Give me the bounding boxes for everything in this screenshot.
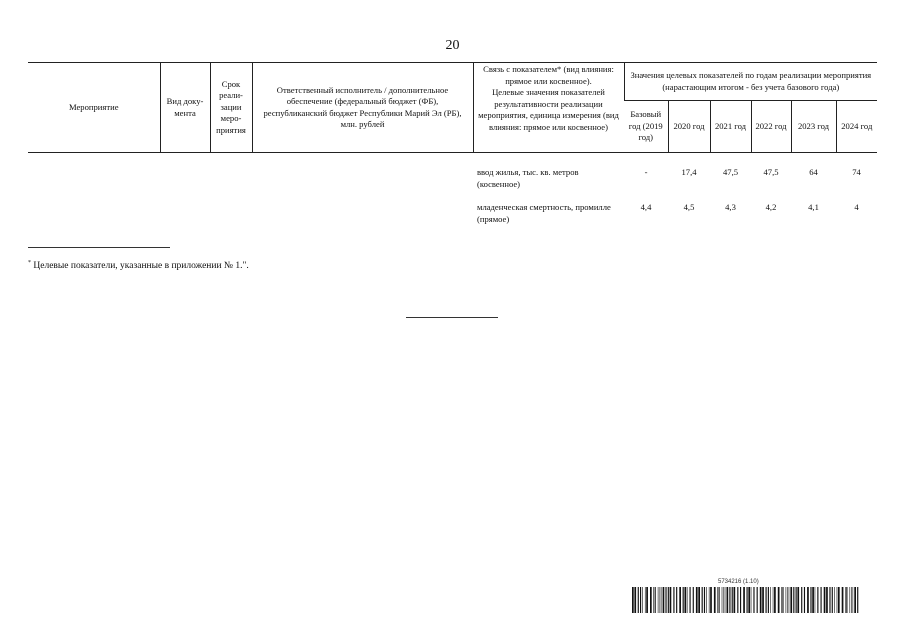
barcode-bar — [740, 587, 741, 613]
barcode-bar — [842, 587, 844, 613]
barcode-bar — [727, 587, 729, 613]
barcode-bar — [804, 587, 805, 613]
barcode-bar — [717, 587, 718, 613]
barcode-bar — [857, 587, 858, 613]
document-code: 5734216 (1.10) — [718, 579, 759, 585]
value-cell: 4,1 — [808, 202, 819, 212]
barcode-bar — [683, 587, 684, 613]
barcode-bar — [762, 587, 764, 613]
value-cell: 74 — [852, 167, 861, 177]
footnote-text: Целевые показатели, указанные в приложении № 1. — [33, 261, 243, 272]
barcode-bar — [709, 587, 710, 613]
barcode-bar — [782, 587, 783, 613]
barcode-bar — [766, 587, 767, 613]
value-cell: 4,4 — [640, 202, 652, 212]
barcode-bar — [737, 587, 738, 613]
footnote — [28, 260, 249, 271]
value-cell: 4,5 — [683, 202, 695, 212]
barcode-bar — [722, 587, 723, 613]
indicator-cell: младенческая смертность, промилле (прямое) — [477, 202, 611, 224]
footnote-separator — [28, 247, 170, 248]
barcode-bar — [845, 587, 846, 613]
barcode-bar — [801, 587, 802, 613]
barcode-bar — [751, 587, 752, 613]
barcode-bar — [642, 587, 643, 613]
barcode-bar — [817, 587, 818, 613]
barcode-bar — [796, 587, 797, 613]
barcode-bar — [668, 587, 669, 613]
barcode-bar — [673, 587, 674, 613]
value-cell: 47,5 — [722, 167, 739, 177]
col-header-year-2020: 2020 год — [668, 101, 710, 153]
col-header-doc-type: Вид доку-мента — [160, 63, 210, 153]
barcode-bar — [710, 587, 712, 613]
col-header-year-2024: 2024 год — [836, 101, 877, 153]
value-cell: 64 — [809, 167, 818, 177]
barcode-bar — [826, 587, 828, 613]
barcode-bar — [748, 587, 750, 613]
barcode-bar — [850, 587, 851, 613]
barcode-bar — [663, 587, 665, 613]
col-header-year-2021: 2021 год — [710, 101, 751, 153]
barcode-bar — [734, 587, 736, 613]
barcode-bar — [832, 587, 833, 613]
barcode-bar — [696, 587, 698, 613]
page-number: 20 — [445, 38, 460, 53]
barcode-bar — [660, 587, 661, 613]
barcode-bar — [753, 587, 754, 613]
barcode-bar — [650, 587, 652, 613]
footnote-closing: ". — [242, 261, 249, 272]
col-header-year-2022: 2022 год — [751, 101, 791, 153]
barcode-bar — [645, 587, 646, 613]
barcode-bar — [676, 587, 677, 613]
col-header-link-bottom: Целевые значения показателей результативности реализации мероприятия, единица измерения (вид влияния: прямое или косвенное) — [478, 87, 619, 132]
barcode-bar — [812, 587, 814, 613]
barcode-bar — [693, 587, 694, 613]
barcode-bar — [655, 587, 656, 613]
barcode-bar — [851, 587, 852, 613]
barcode-bar — [854, 587, 856, 613]
col-header-link — [473, 63, 624, 153]
value-cell: 47,5 — [763, 167, 779, 177]
barcode-bar — [747, 587, 748, 613]
barcode-bar — [773, 587, 774, 613]
value-cell: 4 — [854, 202, 859, 212]
barcode-bar — [797, 587, 799, 613]
barcode-bar — [810, 587, 811, 613]
barcode-bar — [646, 587, 648, 613]
value-cell: - — [644, 167, 648, 177]
col-header-link-top: Связь с показателем* (вид влияния: прямое или косвенное). — [483, 64, 614, 86]
barcode-bar — [687, 587, 688, 613]
col-header-year-2023: 2023 год — [791, 101, 836, 153]
indicators-table — [28, 62, 877, 225]
value-cell: 17,4 — [681, 167, 697, 177]
table-row — [28, 190, 877, 225]
barcode-bar — [824, 587, 826, 613]
barcode-bar — [807, 587, 809, 613]
barcode-bar — [719, 587, 720, 613]
barcode-bar — [790, 587, 792, 613]
barcode-bar — [853, 587, 854, 613]
barcode-bar — [632, 587, 634, 613]
barcode-bar — [714, 587, 716, 613]
barcode-bar — [793, 587, 794, 613]
barcode-bar — [679, 587, 681, 613]
barcode-bar — [829, 587, 830, 613]
barcode-bar — [670, 587, 672, 613]
col-header-year-base: Базовый год (2019 год) — [624, 101, 668, 153]
end-separator — [406, 317, 498, 318]
barcode-bar — [640, 587, 641, 613]
col-header-term: Срок реали-зации меро-приятия — [210, 63, 252, 153]
col-header-event: Мероприятие — [28, 63, 160, 153]
col-header-values-group: Значения целевых показателей по годам реализации мероприятия (нарастающим итогом - без учета базового года) — [624, 63, 877, 101]
barcode-bar — [690, 587, 691, 613]
barcode-bar — [732, 587, 733, 613]
barcode-bar — [723, 587, 724, 613]
barcode-bar — [702, 587, 703, 613]
barcode-bar — [706, 587, 707, 613]
barcode-bar — [834, 587, 835, 613]
barcode-bar — [781, 587, 782, 613]
barcode-bar — [770, 587, 771, 613]
barcode-bar — [778, 587, 780, 613]
barcode-bar — [787, 587, 788, 613]
barcode-bar — [725, 587, 726, 613]
value-cell: 4,3 — [725, 202, 736, 212]
barcode — [632, 587, 860, 613]
barcode-bar — [638, 587, 639, 613]
barcode-bar — [698, 587, 700, 613]
barcode-bar — [768, 587, 769, 613]
barcode-bar — [704, 587, 705, 613]
barcode-bar — [661, 587, 662, 613]
barcode-bar — [658, 587, 659, 613]
barcode-bar — [774, 587, 776, 613]
barcode-bar — [665, 587, 666, 613]
barcode-bar — [815, 587, 816, 613]
barcode-bar — [838, 587, 840, 613]
barcode-bar — [821, 587, 822, 613]
barcode-bar — [837, 587, 838, 613]
barcode-bar — [653, 587, 654, 613]
barcode-bar — [634, 587, 636, 613]
col-header-executor: Ответственный исполнитель / дополнительное обеспечение (федеральный бюджет (ФБ), республиканский бюджет Республики Марий Эл (РБ), млн. рублей — [252, 63, 473, 153]
barcode-bar — [743, 587, 745, 613]
table-row — [28, 153, 877, 191]
barcode-bar — [757, 587, 758, 613]
barcode-bar — [846, 587, 847, 613]
indicator-cell: ввод жилья, тыс. кв. метров (косвенное) — [477, 167, 579, 189]
barcode-bar — [684, 587, 686, 613]
barcode-bar — [786, 587, 787, 613]
barcode-bar — [760, 587, 762, 613]
barcode-bar — [789, 587, 790, 613]
barcode-bar — [729, 587, 730, 613]
value-cell: 4,2 — [765, 202, 777, 212]
footnote-marker: * — [28, 260, 31, 266]
